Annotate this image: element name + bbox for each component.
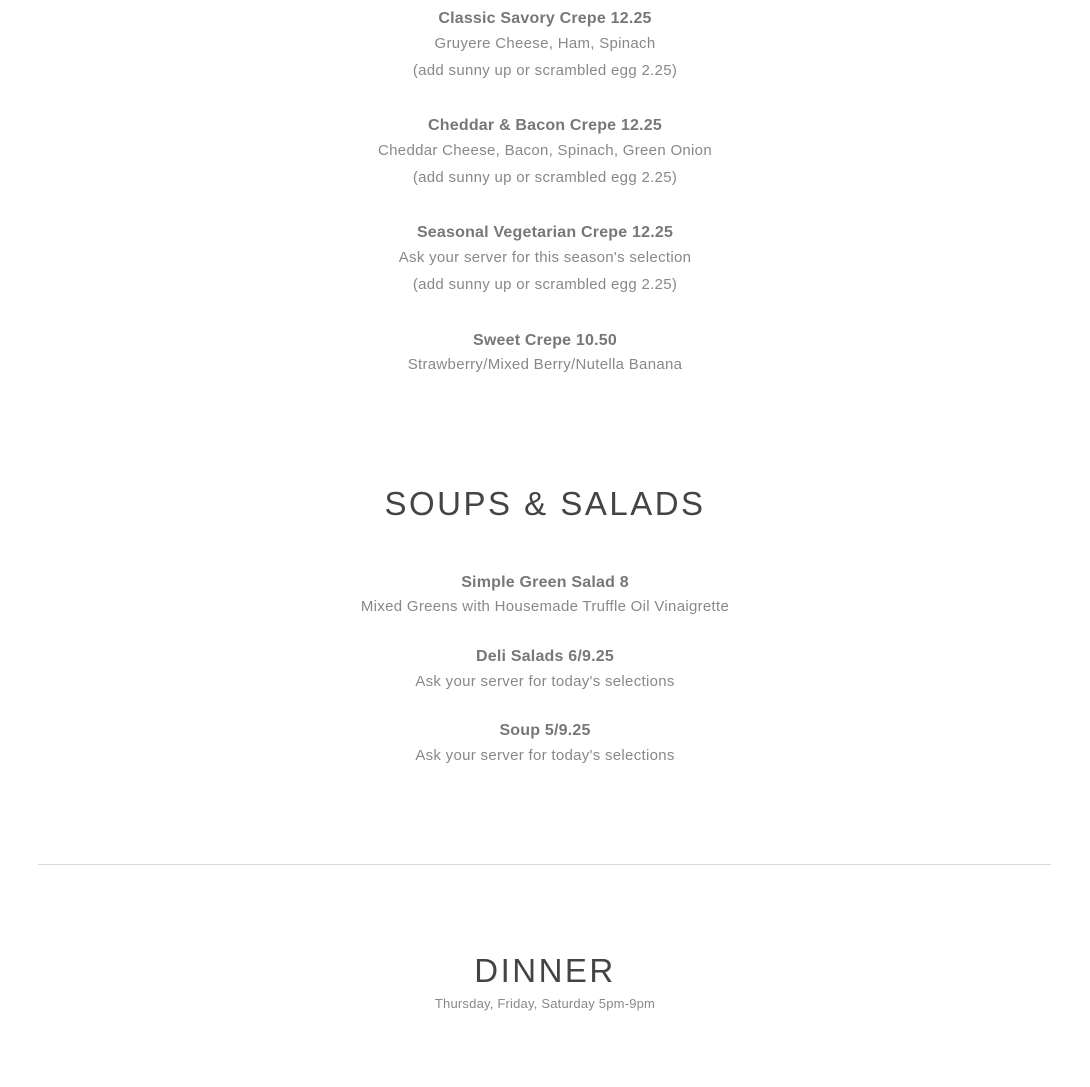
menu-item-title: Soup 5/9.25: [499, 722, 591, 739]
menu-item-note: (add sunny up or scrambled egg 2.25): [412, 169, 678, 186]
menu-item-title: Simple Green Salad 8: [461, 574, 629, 591]
menu-item-note: (add sunny up or scrambled egg 2.25): [412, 276, 678, 293]
menu-item-description: Strawberry/Mixed Berry/Nutella Banana: [407, 356, 683, 373]
menu-item-description: Gruyere Cheese, Ham, Spinach: [434, 35, 656, 52]
menu-item-description: Ask your server for today's selections: [415, 673, 675, 690]
menu-item-description: Cheddar Cheese, Bacon, Spinach, Green Onion: [378, 142, 712, 159]
menu-item-title: Classic Savory Crepe 12.25: [438, 10, 652, 27]
menu-item-description: Ask your server for this season's selection: [398, 249, 692, 266]
dinner-hours: Thursday, Friday, Saturday 5pm-9pm: [434, 996, 656, 1011]
menu-item-title: Deli Salads 6/9.25: [476, 648, 614, 665]
menu-item-description: Ask your server for today's selections: [415, 747, 675, 764]
section-heading-soups-salads: SOUPS & SALADS: [384, 485, 706, 522]
section-divider: [38, 864, 1051, 865]
menu-item-description: Mixed Greens with Housemade Truffle Oil Vinaigrette: [360, 598, 730, 615]
menu-item-note: (add sunny up or scrambled egg 2.25): [412, 62, 678, 79]
menu-item-title: Sweet Crepe 10.50: [473, 332, 617, 349]
menu-item-title: Seasonal Vegetarian Crepe 12.25: [416, 224, 674, 241]
section-heading-dinner: DINNER: [474, 952, 616, 989]
menu-item-title: Cheddar & Bacon Crepe 12.25: [428, 117, 662, 134]
